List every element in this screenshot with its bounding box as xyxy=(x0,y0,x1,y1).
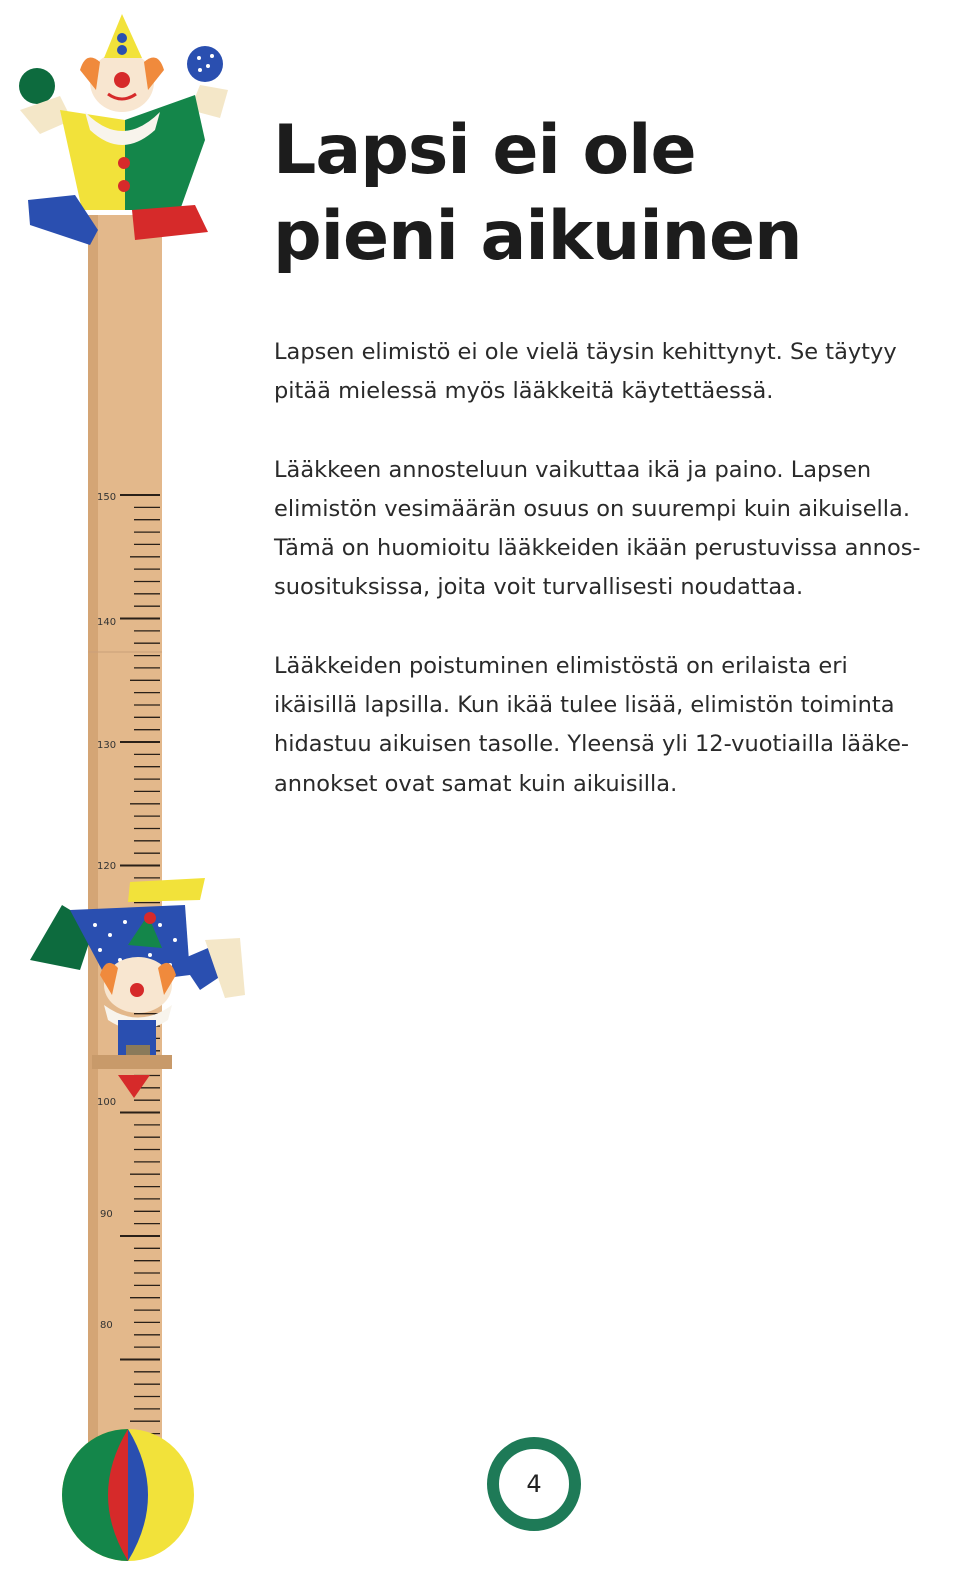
svg-text:80: 80 xyxy=(100,1320,113,1331)
paragraph-3 xyxy=(274,647,954,804)
paragraph-2-line-3: Tämä on huomioitu lääkkeiden ikään perustuvissa annos- xyxy=(274,535,921,562)
paragraph-3-line-2: ikäisillä lapsilla. Kun ikää tulee lisää, elimistön toiminta xyxy=(274,692,895,719)
svg-text:90: 90 xyxy=(100,1209,113,1220)
paragraph-1 xyxy=(274,333,954,412)
paragraph-1-line-1: Lapsen elimistö ei ole vielä täysin kehittynyt. Se täytyy xyxy=(274,339,897,365)
ruler-label-120 xyxy=(97,861,116,872)
upside-down-clown-icon xyxy=(30,878,245,1098)
svg-text:130: 130 xyxy=(97,740,117,751)
page-title xyxy=(273,108,933,280)
ruler-label-100 xyxy=(97,1097,116,1108)
svg-text:100: 100 xyxy=(97,1097,117,1108)
ruler-label-130 xyxy=(97,740,116,751)
paragraph-2 xyxy=(274,451,954,608)
ruler-label-90 xyxy=(100,1209,113,1220)
paragraph-2-line-1: Lääkkeen annosteluun vaikuttaa ikä ja paino. Lapsen xyxy=(274,456,872,483)
svg-text:140: 140 xyxy=(97,617,117,628)
ruler-label-80 xyxy=(100,1320,113,1331)
paragraph-2-line-2: elimistön vesimäärän osuus on suurempi kuin aikuisella. xyxy=(274,495,910,522)
clown-figure-icon xyxy=(19,14,228,245)
ruler-label-140 xyxy=(97,617,116,628)
paragraph-3-line-1: Lääkkeiden poistuminen elimistöstä on erilaista eri xyxy=(274,652,848,679)
paragraph-1-line-2: pitää mielessä myös lääkkeitä käytettäessä. xyxy=(274,378,774,405)
ruler-label-150 xyxy=(97,492,116,503)
paragraph-3-line-3: hidastuu aikuisen tasolle. Yleensä yli 12-vuotiailla lääke- xyxy=(274,731,910,758)
paragraph-3-line-4: annokset ovat samat kuin aikuisilla. xyxy=(274,770,678,797)
ruler-board xyxy=(88,215,162,1465)
body-text xyxy=(274,333,954,843)
svg-text:150: 150 xyxy=(97,492,117,503)
paragraph-2-line-4: suosituksissa, joita voit turvallisesti noudattaa. xyxy=(274,574,804,601)
svg-text:120: 120 xyxy=(97,861,117,872)
striped-ball-icon xyxy=(62,1429,194,1561)
title-line-2: pieni aikuinen xyxy=(273,197,802,276)
growth-ruler-illustration xyxy=(0,0,260,1573)
title-line-1: Lapsi ei ole xyxy=(273,111,696,190)
page-number: 4 xyxy=(526,1470,542,1498)
